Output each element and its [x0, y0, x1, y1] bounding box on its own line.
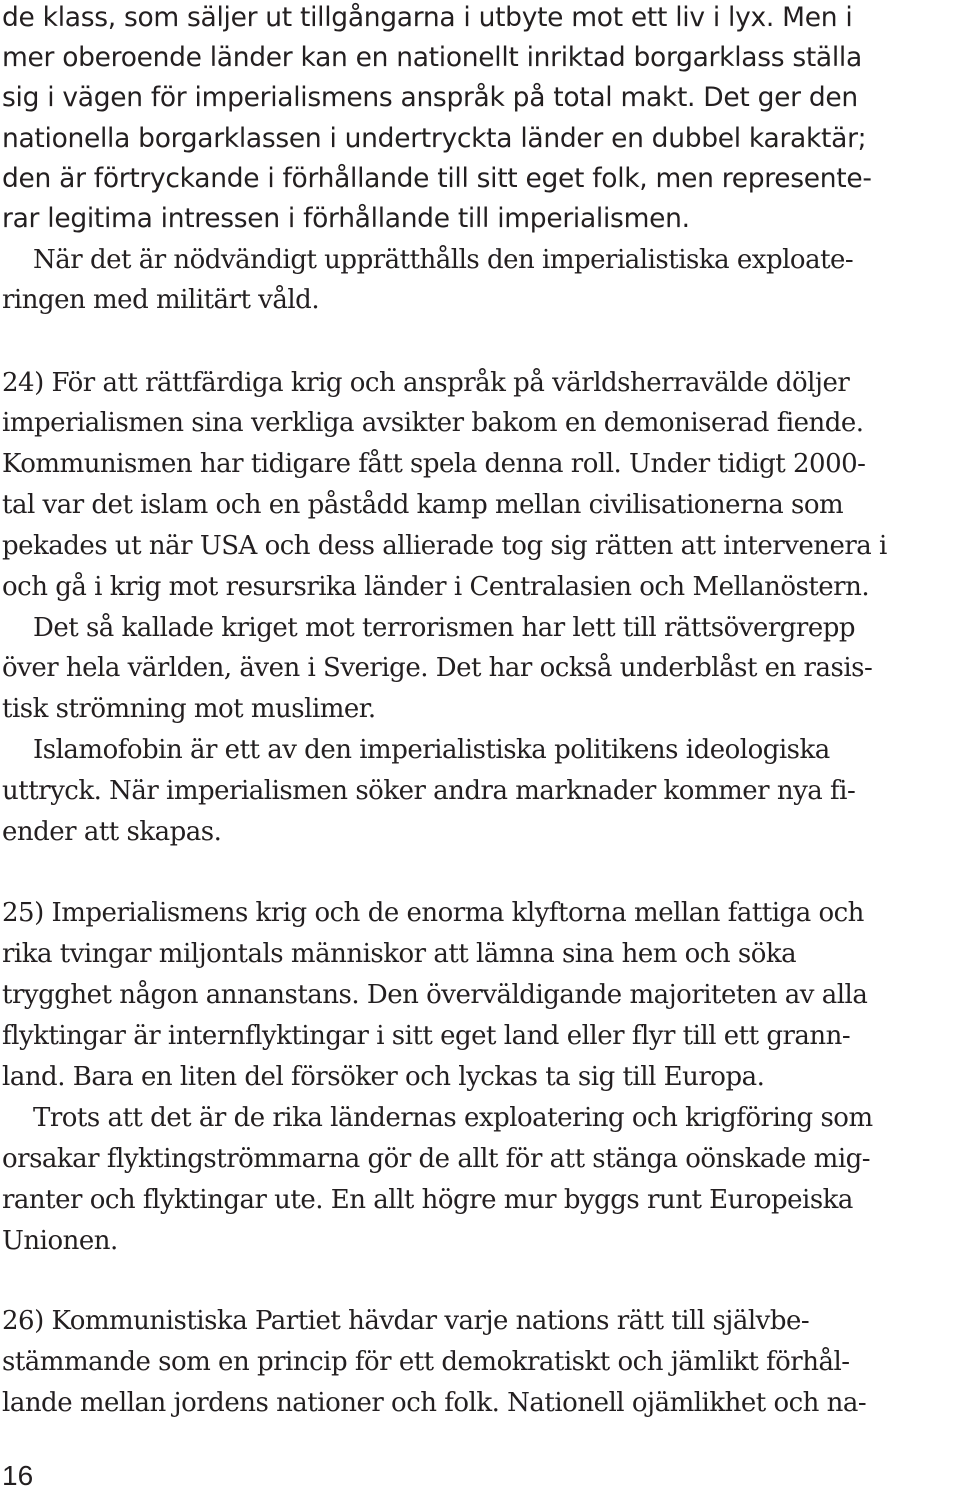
text-line: tal var det islam och en påstådd kamp mellan civilisationerna som: [2, 490, 844, 520]
text-line: Unionen.: [2, 1226, 118, 1256]
text-line: land. Bara en liten del försöker och lyckas ta sig till Europa.: [2, 1062, 765, 1092]
text-line: över hela världen, även i Sverige. Det har också underblåst en rasis-: [2, 653, 873, 683]
text-line: stämmande som en princip för ett demokratiskt och jämlikt förhål-: [2, 1347, 850, 1377]
text-line: 25) Imperialismens krig och de enorma klyftorna mellan fattiga och: [2, 898, 864, 928]
text-line: orsakar flyktingströmmarna gör de allt för att stänga oönskade mig-: [2, 1144, 871, 1174]
text-line: Islamofobin är ett av den imperialistiska politikens ideologiska: [33, 735, 830, 765]
text-line: uttryck. När imperialismen söker andra marknader kommer nya fi-: [2, 776, 856, 806]
page-number: 16: [2, 1460, 34, 1491]
text-line: ender att skapas.: [2, 817, 222, 847]
text-line: 24) För att rättfärdiga krig och anspråk på världsherravälde döljer: [2, 368, 850, 398]
text-line: tisk strömning mot muslimer.: [2, 694, 376, 724]
text-line: de klass, som säljer ut tillgångarna i utbyte mot ett liv i lyx. Men i: [2, 2, 853, 33]
text-line: ranter och flyktingar ute. En allt högre mur byggs runt Europeiska: [2, 1185, 853, 1215]
text-line: Kommunismen har tidigare fått spela denna roll. Under tidigt 2000-: [2, 449, 866, 479]
text-line: 26) Kommunistiska Partiet hävdar varje nations rätt till självbe-: [2, 1306, 810, 1336]
text-line: den är förtryckande i förhållande till sitt eget folk, men represente-: [2, 163, 872, 194]
text-line: mer oberoende länder kan en nationellt inriktad borgarklass ställa: [2, 42, 862, 73]
text-line: Det så kallade kriget mot terrorismen har lett till rättsövergrepp: [33, 613, 856, 643]
text-line: nationella borgarklassen i undertryckta länder en dubbel karaktär;: [2, 123, 867, 154]
text-line: ringen med militärt våld.: [2, 285, 320, 315]
text-line: trygghet någon annanstans. Den överväldigande majoriteten av alla: [2, 980, 868, 1010]
text-line: rika tvingar miljontals människor att lämna sina hem och söka: [2, 939, 797, 969]
text-line: lande mellan jordens nationer och folk. Nationell ojämlikhet och na-: [2, 1388, 867, 1418]
text-line: pekades ut när USA och dess allierade tog sig rätten att intervenera i: [2, 531, 887, 561]
text-line: flyktingar är internflyktingar i sitt eget land eller flyr till ett grann-: [2, 1021, 851, 1051]
text-line: När det är nödvändigt upprätthålls den imperialistiska exploate-: [33, 245, 854, 275]
text-line: imperialismen sina verkliga avsikter bakom en demoniserad fiende.: [2, 408, 864, 438]
text-line: rar legitima intressen i förhållande till imperialismen.: [2, 203, 690, 234]
text-line: Trots att det är de rika ländernas exploatering och krigföring som: [33, 1103, 873, 1133]
text-line: sig i vägen för imperialismens anspråk på total makt. Det ger den: [2, 82, 858, 113]
text-line: och gå i krig mot resursrika länder i Centralasien och Mellanöstern.: [2, 572, 870, 602]
